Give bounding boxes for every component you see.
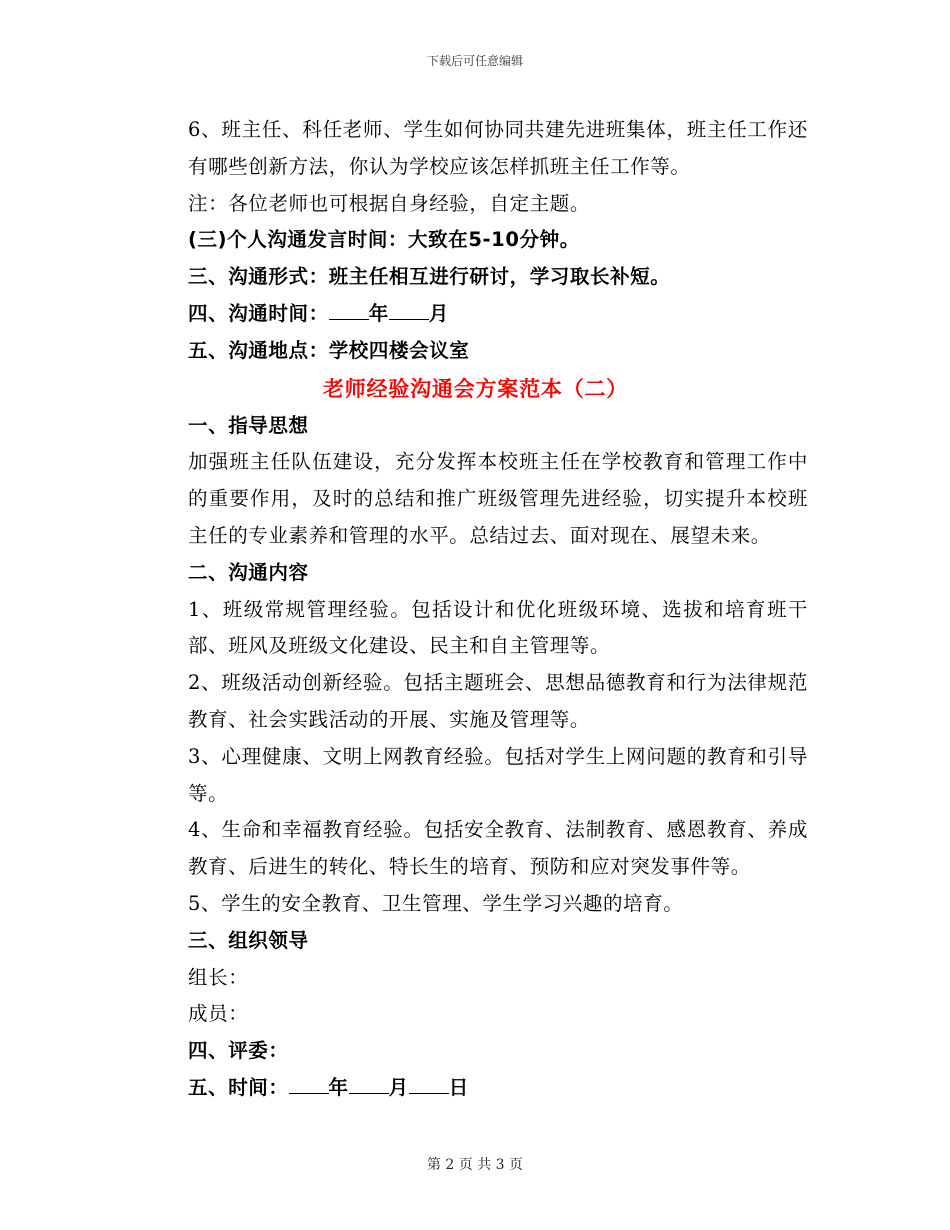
month-label: 月: [428, 301, 449, 325]
year-blank[interactable]: [329, 300, 369, 320]
content-item-1: 1、班级常规管理经验。包括设计和优化班级环境、选拔和培育班干部、班风及班级文化建设、民主和自主管理等。: [188, 597, 808, 658]
note-paragraph: 注：各位老师也可根据自身经验，自定主题。: [188, 191, 591, 215]
section-1-heading: 一、指导思想: [188, 413, 309, 437]
page-footer: 第 2 页 共 3 页: [426, 1157, 524, 1173]
content-item-3: 3、心理健康、文明上网教育经验。包括对学生上网问题的教育和引导等。: [188, 744, 808, 805]
item-6-paragraph: 6、班主任、科任老师、学生如何协同共建先进班集体，班主任工作还有哪些创新方法，你认为学校应该怎样抓班主任工作等。: [188, 118, 808, 178]
year-label: 年: [368, 301, 389, 325]
meeting-place-line: 五、沟通地点：学校四楼会议室: [188, 338, 470, 362]
month-label-2: 月: [388, 1075, 409, 1099]
page-header: 下载后可任意编辑: [426, 54, 523, 68]
year-label-2: 年: [328, 1075, 349, 1099]
leader-line: 组长：: [188, 965, 249, 989]
year-blank-2[interactable]: [289, 1074, 329, 1094]
meeting-time-line: [143, 296, 808, 333]
content-item-2: 2、班级活动创新经验。包括主题班会、思想品德教育和行为法律规范教育、社会实践活动的开展、实施及管理等。: [188, 671, 808, 731]
month-blank[interactable]: [389, 300, 429, 320]
document-body: [143, 112, 808, 1107]
section-5-label: 五、时间：: [188, 1075, 289, 1099]
section-2-heading: 二、沟通内容: [188, 560, 309, 584]
members-line: 成员：: [188, 1002, 249, 1026]
section-3-heading: 三、组织领导: [188, 928, 309, 952]
section-5-time-line: [143, 1070, 808, 1107]
day-label: 日: [448, 1075, 469, 1099]
speech-time-line: (三)个人沟通发言时间：大致在5-10分钟。: [188, 228, 580, 252]
form-line: 三、沟通形式：班主任相互进行研讨，学习取长补短。: [188, 265, 671, 289]
section-1-body: 加强班主任队伍建设，充分发挥本校班主任在学校教育和管理工作中的重要作用，及时的总结和推广班级管理先进经验，切实提升本校班主任的专业素养和管理的水平。总结过去、面对现在、展望未来。: [188, 450, 808, 547]
document-title: 老师经验沟通会方案范本（二）: [322, 376, 629, 401]
content-item-4: 4、生命和幸福教育经验。包括安全教育、法制教育、感恩教育、养成教育、后进生的转化、特长生的培育、预防和应对突发事件等。: [188, 818, 808, 879]
content-item-5: 5、学生的安全教育、卫生管理、学生学习兴趣的培育。: [188, 891, 684, 915]
section-4-heading: 四、评委：: [188, 1039, 289, 1063]
day-blank[interactable]: [409, 1074, 449, 1094]
month-blank-2[interactable]: [349, 1074, 389, 1094]
meeting-time-label: 四、沟通时间：: [188, 301, 329, 325]
